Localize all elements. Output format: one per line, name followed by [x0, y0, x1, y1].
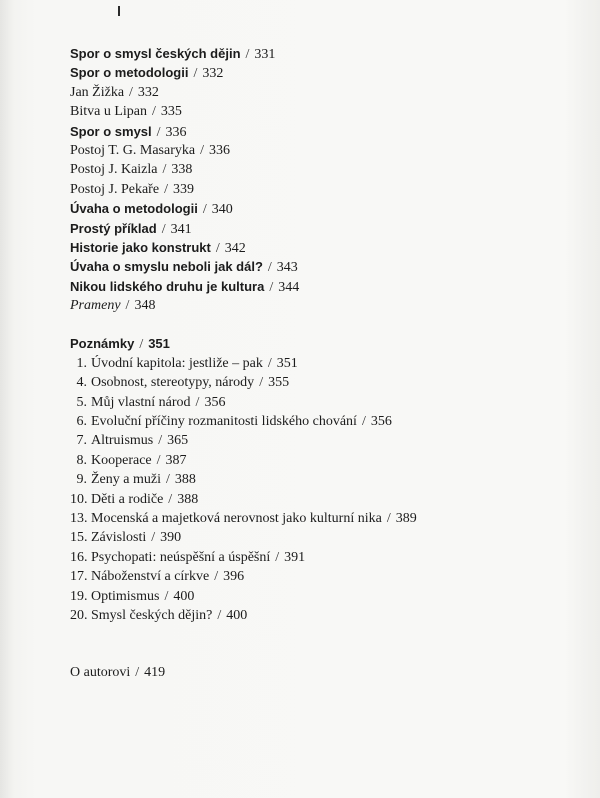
note-entry	[70, 431, 540, 450]
note-number: 17.	[70, 569, 88, 585]
entry-separator: /	[202, 202, 207, 218]
entry-separator: /	[215, 240, 220, 256]
note-title: Evoluční příčiny rozmanitosti lidského chování	[91, 414, 357, 430]
toc-entry	[70, 277, 540, 296]
note-entry	[70, 528, 540, 547]
note-number: 8.	[76, 452, 87, 468]
note-page: 351	[276, 355, 298, 371]
notes-heading	[70, 334, 540, 353]
entry-title: Úvaha o smyslu neboli jak dál?	[70, 259, 263, 275]
notes-heading-page: 351	[148, 336, 170, 352]
entry-title: Spor o metodologii	[70, 65, 189, 81]
entry-separator: /	[135, 665, 140, 681]
about-author-title: O autorovi	[70, 665, 131, 681]
entry-title: Bitva u Lipan	[70, 104, 147, 120]
note-number: 6.	[76, 414, 87, 430]
entry-separator: /	[161, 221, 166, 237]
entry-separator: /	[267, 260, 272, 276]
crop-mark	[118, 6, 120, 16]
entry-title: Postoj J. Pekaře	[70, 181, 160, 197]
note-entry	[70, 393, 540, 412]
entry-title: Spor o smysl	[70, 123, 152, 139]
entry-page: 343	[276, 260, 298, 276]
note-page: 400	[173, 588, 195, 604]
note-title: Altruismus	[91, 433, 154, 449]
note-number: 5.	[76, 394, 87, 410]
toc-entry	[70, 296, 540, 315]
entry-separator: /	[269, 279, 274, 295]
entry-separator: /	[125, 298, 130, 314]
note-number: 16.	[70, 549, 88, 565]
entry-title: Prostý příklad	[70, 220, 157, 236]
note-number: 10.	[70, 491, 88, 507]
note-entry	[70, 412, 540, 431]
note-number: 20.	[70, 607, 88, 623]
about-author-entry	[70, 663, 540, 682]
note-entry	[70, 354, 540, 373]
toc-entry	[70, 199, 540, 218]
toc-entry	[70, 160, 540, 179]
gutter-shadow	[0, 0, 14, 798]
entry-separator: /	[275, 549, 280, 565]
note-number: 1.	[76, 355, 87, 371]
note-page: 390	[160, 530, 182, 546]
entry-page: 335	[160, 104, 182, 120]
toc-entry	[70, 238, 540, 257]
toc-entry	[70, 180, 540, 199]
entry-page: 340	[211, 202, 233, 218]
entry-separator: /	[217, 607, 222, 623]
entry-separator: /	[200, 142, 204, 158]
note-page: 389	[395, 510, 417, 526]
entry-separator: /	[267, 355, 272, 371]
entry-separator: /	[259, 375, 264, 391]
note-page: 356	[204, 394, 226, 410]
entry-separator: /	[152, 104, 156, 120]
about-author-page: 419	[144, 665, 166, 681]
note-entry	[70, 373, 540, 392]
note-number: 19.	[70, 588, 88, 604]
entry-page: 338	[171, 162, 193, 178]
entry-page: 336	[208, 142, 230, 158]
note-title: Osobnost, stereotypy, národy	[91, 375, 255, 391]
entry-title: Postoj T. G. Masaryka	[70, 142, 196, 158]
toc-entry	[70, 122, 540, 141]
toc-entry	[70, 141, 540, 160]
entry-separator: /	[139, 337, 144, 353]
entry-page: 336	[165, 124, 187, 140]
entry-page: 332	[202, 66, 224, 82]
note-page: 391	[284, 549, 306, 565]
table-of-contents	[70, 44, 540, 683]
note-entry	[70, 451, 540, 470]
section-spacer	[70, 625, 540, 663]
entry-separator: /	[162, 162, 167, 178]
note-entry	[70, 490, 540, 509]
note-title: Mocenská a majetková nerovnost jako kulturní nika	[91, 510, 382, 526]
entry-page: 341	[170, 221, 192, 237]
note-entry	[70, 606, 540, 625]
note-title: Závislosti	[91, 530, 147, 546]
entry-separator: /	[158, 433, 163, 449]
entry-separator: /	[193, 66, 198, 82]
entry-separator: /	[156, 124, 161, 140]
entry-page: 331	[254, 47, 276, 62]
note-title: Smysl českých dějin?	[91, 607, 213, 623]
entry-page: 344	[278, 279, 300, 295]
main-section-list	[70, 44, 540, 315]
entry-separator: /	[386, 510, 391, 526]
entry-separator: /	[214, 569, 219, 585]
entry-page: 348	[134, 298, 156, 314]
entry-title: Spor o smysl českých dějin	[70, 46, 241, 61]
note-title: Náboženství a církve	[91, 569, 210, 585]
note-page: 356	[370, 414, 392, 430]
entry-title: Nikou lidského druhu je kultura	[70, 278, 265, 294]
toc-entry	[70, 219, 540, 238]
toc-entry	[70, 102, 540, 121]
note-entry	[70, 470, 540, 489]
entry-title: Jan Žižka	[70, 84, 125, 100]
note-title: Děti a rodiče	[91, 491, 164, 507]
entry-separator: /	[156, 452, 161, 468]
note-title: Psychopati: neúspěšní a úspěšní	[91, 549, 271, 565]
note-entry	[70, 509, 540, 528]
entry-page: 339	[172, 181, 194, 197]
entry-page: 332	[137, 84, 159, 100]
toc-entry	[70, 257, 540, 276]
entry-title: Prameny	[70, 298, 121, 314]
note-title: Úvodní kapitola: jestliže – pak	[91, 355, 263, 371]
note-number: 13.	[70, 510, 88, 526]
notes-heading-title: Poznámky	[70, 336, 135, 352]
note-number: 7.	[76, 433, 87, 449]
entry-separator: /	[151, 530, 156, 546]
entry-separator: /	[164, 181, 168, 197]
entry-title: Postoj J. Kaizla	[70, 162, 158, 178]
entry-title: Historie jako konstrukt	[70, 239, 211, 255]
note-entry	[70, 587, 540, 606]
note-page: 387	[165, 452, 187, 468]
note-number: 4.	[76, 375, 87, 391]
note-title: Můj vlastní národ	[91, 394, 191, 410]
entry-separator: /	[129, 84, 133, 100]
note-page: 396	[223, 569, 245, 585]
note-page: 388	[177, 491, 199, 507]
entry-page: 342	[224, 240, 246, 256]
note-page: 365	[167, 433, 189, 449]
entry-separator: /	[245, 47, 250, 62]
entry-separator: /	[164, 588, 169, 604]
note-title: Ženy a muži	[91, 472, 161, 488]
note-title: Optimismus	[91, 588, 160, 604]
note-page: 388	[174, 472, 196, 488]
note-number: 9.	[76, 472, 87, 488]
toc-entry	[70, 63, 540, 82]
note-page: 355	[268, 375, 290, 391]
toc-entry	[70, 83, 540, 102]
entry-title: Úvaha o metodologii	[70, 201, 198, 217]
entry-separator: /	[165, 472, 170, 488]
notes-section	[70, 334, 540, 625]
note-title: Kooperace	[91, 452, 152, 468]
note-number: 15.	[70, 530, 88, 546]
toc-entry	[70, 44, 540, 63]
entry-separator: /	[361, 414, 366, 430]
note-entry	[70, 548, 540, 567]
note-entry	[70, 567, 540, 586]
note-page: 400	[226, 607, 248, 623]
entry-separator: /	[195, 394, 200, 410]
entry-separator: /	[168, 491, 173, 507]
section-spacer	[70, 315, 540, 334]
